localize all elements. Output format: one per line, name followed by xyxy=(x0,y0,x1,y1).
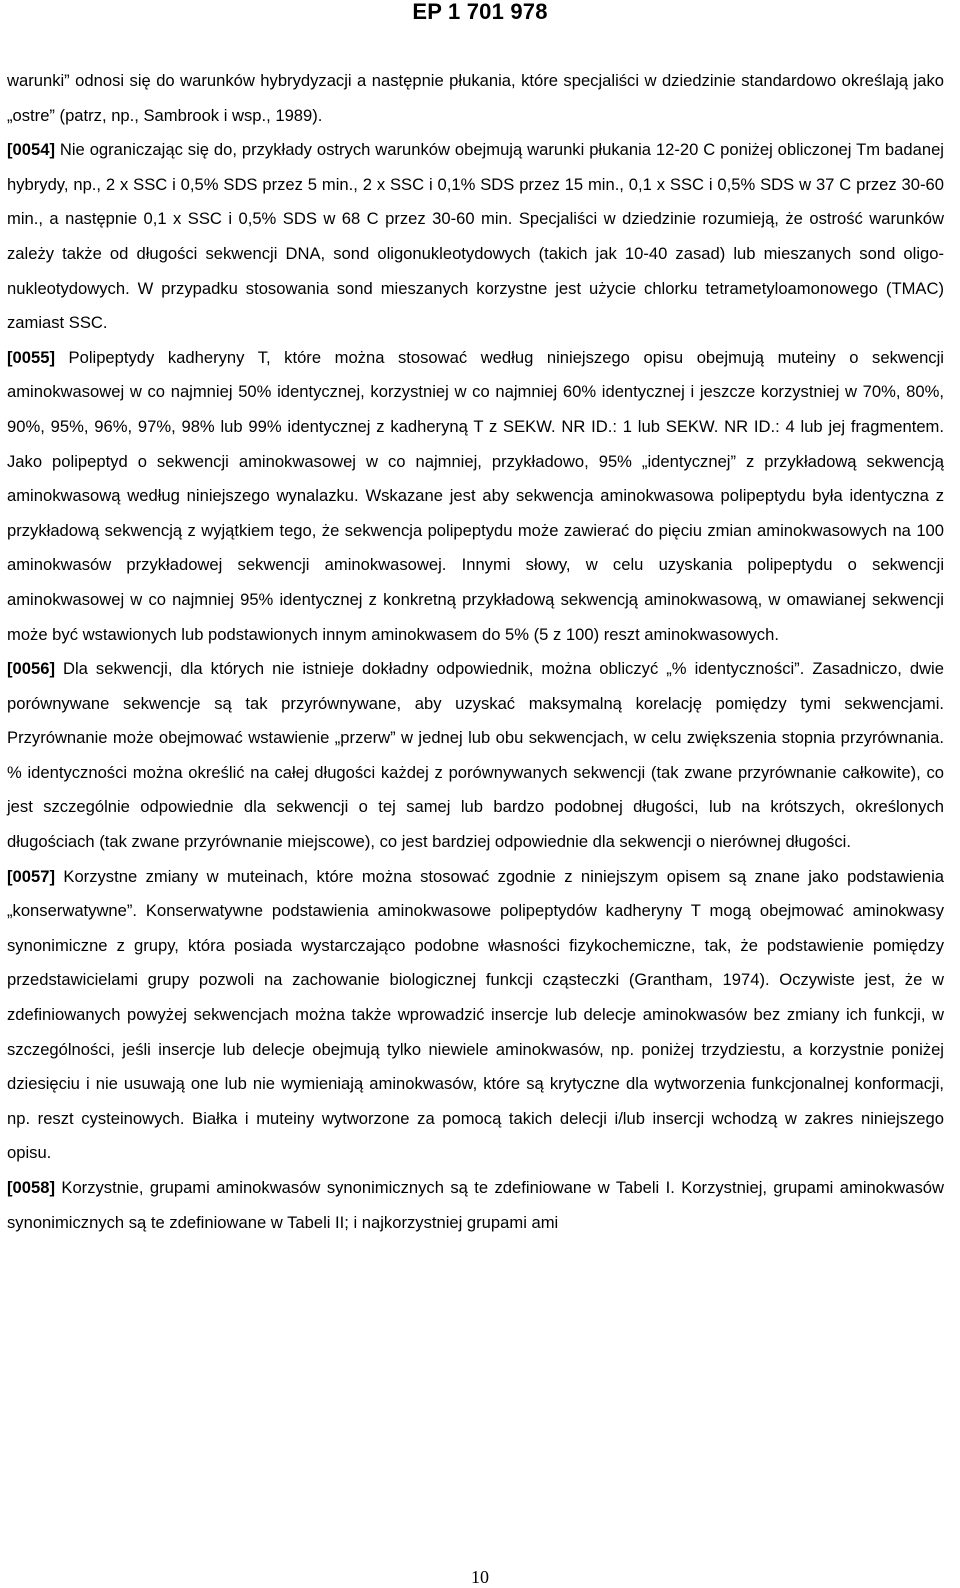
patent-number-header: EP 1 701 978 xyxy=(412,0,548,24)
document-body xyxy=(7,64,944,1240)
paragraph-0058 xyxy=(7,1171,944,1240)
paragraph-text: warunki” odnosi się do warunków hybrydyzacji a następnie płukania, które specjaliści w dziedzinie standardowo określają jako „ostre” (patrz, np., Sambrook i wsp., 1989). xyxy=(7,71,944,125)
paragraph-number: [0056] xyxy=(7,659,55,679)
paragraph-text: Korzystne zmiany w muteinach, które można stosować zgodnie z niniejszym opisem są znane jako podstawienia „konserwatywne”. Konserwatywne podstawienia aminokwasowe polipeptydów kadheryny T mogą obejmować aminokwasy synonimiczne z grupy, która posiada wystarczająco podobne własności fizykochemiczne, tak, że podstawienie pomiędzy przedstawicielami grupy pozwoli na zachowanie biologicznej funkcji cząsteczki (Grantham, 1974). Oczywiste jest, że w zdefiniowanych powyżej sekwencjach można także wprowadzić insercje lub delecje aminokwasów bez zmiany ich funkcji, w szczególności, jeśli insercje lub delecje obejmują tylko niewiele aminokwasów, np. poniżej trzydziestu, a korzystnie poniżej dziesięciu i nie usuwają one lub nie wymieniają aminokwasów, które są krytyczne dla wytworzenia funkcjonalnej konformacji, np. reszt cysteinowych. Białka i muteiny wytworzone za pomocą takich delecji i/lub insercji wchodzą w zakres niniejszego opisu. xyxy=(7,866,944,1163)
paragraph-number: [0054] xyxy=(7,140,55,160)
page-number: 10 xyxy=(471,1567,489,1587)
paragraph-number: [0057] xyxy=(7,866,55,886)
paragraph-number: [0055] xyxy=(7,347,55,367)
paragraph-0055 xyxy=(7,341,944,652)
paragraph-0056 xyxy=(7,652,944,860)
paragraph-text: Korzystnie, grupami aminokwasów synonimicznych są te zdefiniowane w Tabeli I. Korzystniej, grupami aminokwasów synonimicznych są te zdefiniowane w Tabeli II; i najkorzystniej grupami ami xyxy=(7,1178,944,1232)
paragraph-0057 xyxy=(7,860,944,1171)
paragraph-text: Dla sekwencji, dla których nie istnieje dokładny odpowiednik, można obliczyć „% identyczności”. Zasadniczo, dwie porównywane sekwencje są tak przyrównywane, aby uzyskać maksymalną korelację pomiędzy tymi sekwencjami. Przyrównanie może obejmować wstawienie „przerw” w jednej lub obu sekwencjach, w celu zwiększenia stopnia przyrównania. % identyczności można określić na całej długości każdej z porównywanych sekwencji (tak zwane przyrównanie całkowite), co jest szczególnie odpowiednie dla sekwencji o tej samej lub bardzo podobnej długości, lub na krótszych, określonych długościach (tak zwane przyrównanie miejscowe), co jest bardziej odpowiednie dla sekwencji o nierównej długości. xyxy=(7,659,944,852)
paragraph-0054 xyxy=(7,133,944,341)
paragraph-number: [0058] xyxy=(7,1178,55,1197)
paragraph-continuation xyxy=(7,64,944,133)
paragraph-text: Polipeptydy kadheryny T, które można stosować według niniejszego opisu obejmują muteiny o sekwencji aminokwasowej w co najmniej 50% identycznej, korzystniej w co najmniej 60% identycznej i jeszcze korzystniej w 70%, 80%, 90%, 95%, 96%, 97%, 98% lub 99% identycznej z kadheryną T z SEKW. NR ID.: 1 lub SEKW. NR ID.: 4 lub jej fragmentem. Jako polipeptyd o sekwencji aminokwasowej w co najmniej, przykładowo, 95% „identycznej” z przykładową sekwencją aminokwasową według niniejszego wynalazku. Wskazane jest aby sekwencja aminokwasowa polipeptydu była identyczna z przykładową sekwencją z wyjątkiem tego, że sekwencja polipeptydu może zawierać do pięciu zmian aminokwasowych na 100 aminokwasów przykładowej sekwencji aminokwasowej. Innymi słowy, w celu uzyskania polipeptydu o sekwencji aminokwasowej w co najmniej 95% identycznej z konkretną przykładową sekwencją aminokwasową, w omawianej sekwencji może być wstawionych lub podstawionych innym aminokwasem do 5% (5 z 100) reszt aminokwasowych. xyxy=(7,347,944,644)
paragraph-text: Nie ograniczając się do, przykłady ostrych warunków obejmują warunki płukania 12-20 C poniżej obliczonej Tm badanej hybrydy, np., 2 x SSC i 0,5% SDS przez 5 min., 2 x SSC i 0,1% SDS przez 15 min., 0,1 x SSC i 0,5% SDS w 37 C przez 30-60 min., a następnie 0,1 x SSC i 0,5% SDS w 68 C przez 30-60 min. Specjaliści w dziedzinie rozumieją, że ostrość warunków zależy także od długości sekwencji DNA, sond oligonukleotydowych (takich jak 10-40 zasad) lub mieszanych sond oligonukleotydowych. W przypadku stosowania sond mieszanych korzystne jest użycie chlorku tetrametyloamonowego (TMAC) zamiast SSC. xyxy=(7,140,944,333)
